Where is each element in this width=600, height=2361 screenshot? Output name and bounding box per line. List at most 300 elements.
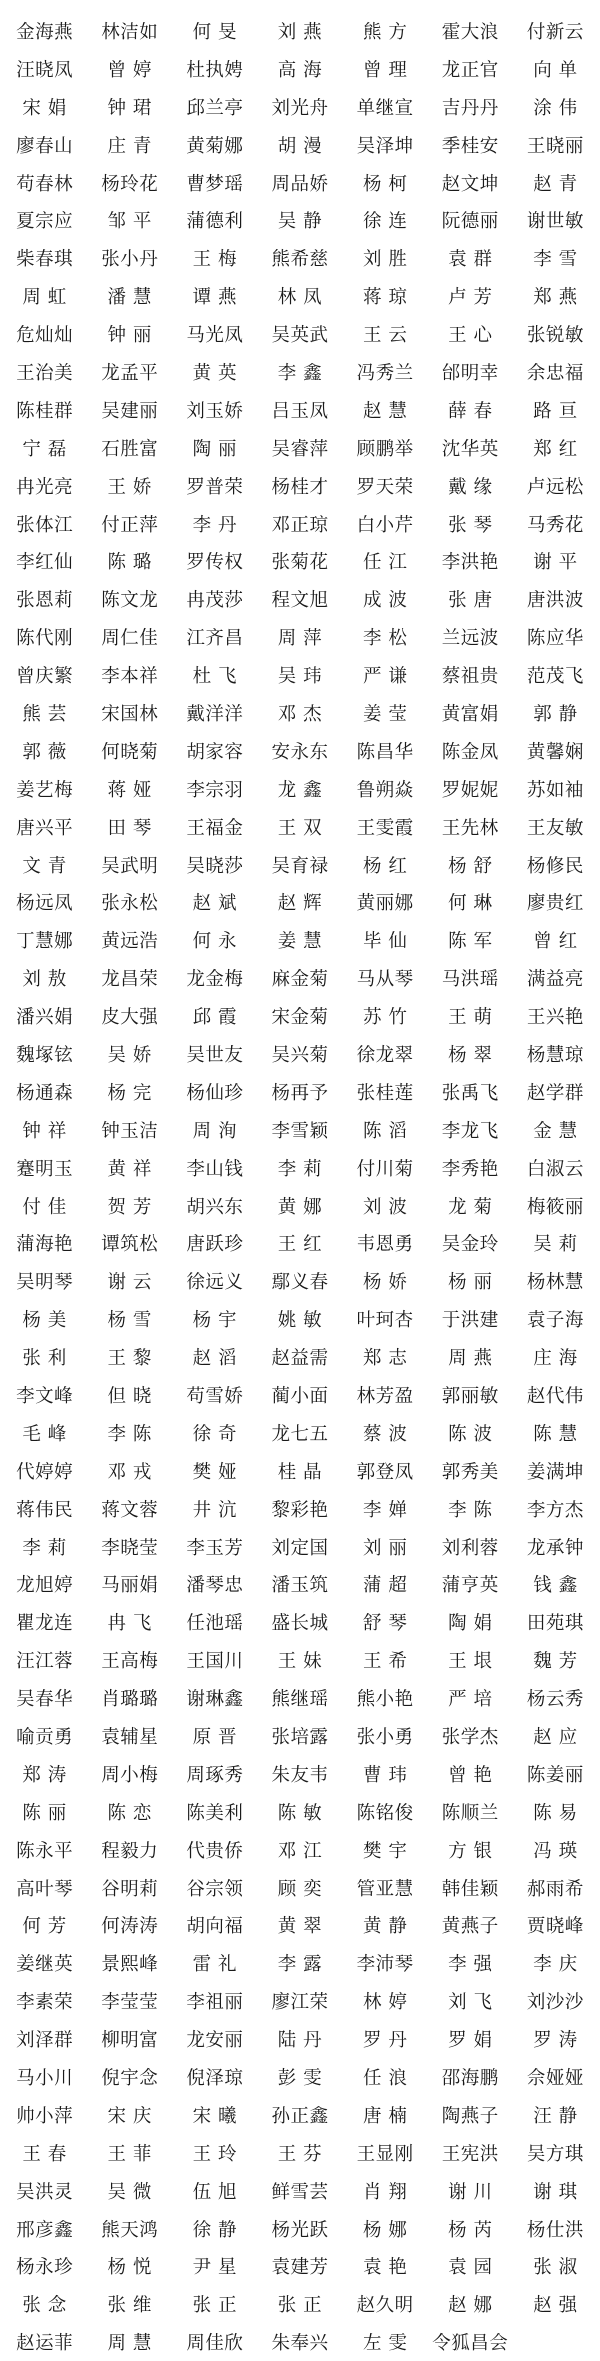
name-entry: 盛长城 xyxy=(271,1613,329,1635)
name-entry: 王 红 xyxy=(277,1234,323,1256)
name-entry: 杨 娇 xyxy=(362,1272,408,1294)
name-entry: 樊 娅 xyxy=(192,1461,238,1483)
name-entry: 林芳盈 xyxy=(356,1386,414,1407)
name-entry: 王 芬 xyxy=(277,2143,323,2165)
name-entry: 邱兰亭 xyxy=(186,97,244,119)
name-entry: 陈代刚 xyxy=(16,628,74,650)
name-entry: 徐 静 xyxy=(192,2219,238,2241)
name-entry: 杨 红 xyxy=(362,855,408,877)
name-entry: 陈 敏 xyxy=(277,1802,323,1824)
name-entry: 李 庆 xyxy=(533,1954,578,1976)
name-entry: 赵运菲 xyxy=(16,2333,74,2355)
name-entry: 谢 云 xyxy=(107,1272,152,1294)
name-entry: 冉 飞 xyxy=(107,1613,152,1635)
name-entry: 麻金菊 xyxy=(271,969,329,991)
name-entry: 马小川 xyxy=(16,2068,74,2090)
name-entry: 王 梅 xyxy=(192,249,238,271)
name-entry: 王先林 xyxy=(441,817,499,839)
name-entry: 周琢秀 xyxy=(186,1764,244,1786)
name-entry: 李 雪 xyxy=(533,249,578,271)
name-entry: 廖贵红 xyxy=(526,893,584,915)
name-entry: 孙正鑫 xyxy=(271,2105,329,2127)
name-entry: 范茂飞 xyxy=(526,666,584,688)
name-entry: 杨 芮 xyxy=(448,2219,493,2241)
name-entry: 龙 鑫 xyxy=(277,779,323,801)
name-entry: 任 江 xyxy=(362,552,408,574)
name-entry: 谢 平 xyxy=(533,552,578,574)
name-entry: 汪 静 xyxy=(533,2105,578,2127)
name-entry: 郑 涛 xyxy=(22,1764,67,1786)
name-entry: 张禹飞 xyxy=(441,1082,499,1104)
name-entry: 唐跃珍 xyxy=(186,1234,244,1256)
name-entry: 周品娇 xyxy=(271,173,329,195)
name-entry: 马丽娟 xyxy=(101,1575,159,1597)
name-entry: 文 青 xyxy=(22,855,67,877)
name-entry: 钟 祥 xyxy=(22,1120,67,1142)
name-entry: 徐龙翠 xyxy=(356,1044,414,1066)
name-entry: 陈铭俊 xyxy=(356,1802,414,1824)
name-entry: 王国川 xyxy=(186,1651,244,1673)
name-entry: 满益亮 xyxy=(526,969,584,991)
name-entry: 熊小艳 xyxy=(356,1689,414,1711)
name-entry: 苟春林 xyxy=(16,173,74,195)
name-entry: 顾 奕 xyxy=(277,1878,323,1900)
name-entry: 王 心 xyxy=(448,325,493,347)
name-entry: 李 丹 xyxy=(192,514,238,536)
name-entry: 谢 琪 xyxy=(533,2181,578,2203)
name-entry: 代贵侨 xyxy=(186,1840,244,1862)
name-entry: 张 淑 xyxy=(533,2257,578,2279)
name-entry: 戴 缘 xyxy=(448,476,493,498)
name-entry: 白淑云 xyxy=(526,1158,584,1180)
name-entry: 伍 旭 xyxy=(192,2181,238,2203)
name-entry: 白小芹 xyxy=(356,514,414,536)
name-entry: 朱奉兴 xyxy=(271,2333,329,2355)
name-entry: 吴兴菊 xyxy=(271,1044,329,1066)
name-entry: 李 鑫 xyxy=(277,362,323,384)
name-entry: 王 云 xyxy=(362,325,408,347)
name-grid xyxy=(2,12,598,2361)
name-entry: 刘 飞 xyxy=(448,1992,493,2014)
name-entry: 吴春华 xyxy=(16,1689,74,1711)
name-entry: 罗普荣 xyxy=(186,476,244,498)
name-entry: 王高梅 xyxy=(101,1651,159,1673)
name-entry: 袁 园 xyxy=(448,2257,493,2279)
name-entry: 瞿龙连 xyxy=(16,1613,74,1635)
name-entry: 杜 飞 xyxy=(192,666,238,688)
name-entry: 吕玉凤 xyxy=(271,400,329,422)
name-entry: 马洪瑶 xyxy=(441,969,499,991)
name-entry: 宋 庆 xyxy=(107,2105,152,2127)
name-entry: 罗传权 xyxy=(186,552,244,574)
name-entry: 宋国林 xyxy=(101,703,159,725)
name-entry: 杨光跃 xyxy=(271,2219,329,2241)
name-entry: 阮德丽 xyxy=(441,211,499,233)
name-entry: 曹梦瑶 xyxy=(186,173,244,195)
name-entry: 戴洋洋 xyxy=(186,703,244,725)
name-entry: 龙正官 xyxy=(441,59,499,81)
name-entry: 刘 胜 xyxy=(362,249,408,271)
name-entry: 谭筑松 xyxy=(101,1234,159,1256)
name-entry: 左 雯 xyxy=(362,2333,408,2355)
name-entry: 贺 芳 xyxy=(107,1196,152,1218)
name-entry: 王 双 xyxy=(277,817,323,839)
name-entry: 王显刚 xyxy=(356,2143,414,2165)
name-entry: 周 萍 xyxy=(277,628,323,650)
name-entry: 王 妹 xyxy=(277,1651,323,1673)
name-entry: 王 萌 xyxy=(448,1007,493,1029)
name-entry: 魏塚铉 xyxy=(16,1044,74,1066)
name-entry: 桂 晶 xyxy=(277,1461,323,1483)
name-entry: 罗 丹 xyxy=(362,2030,408,2052)
name-entry: 杨仙珍 xyxy=(186,1082,244,1104)
name-entry: 吴武明 xyxy=(101,855,159,877)
name-entry: 李祖丽 xyxy=(186,1992,244,2014)
name-entry: 路 亘 xyxy=(533,400,578,422)
name-entry: 严 培 xyxy=(448,1689,493,1711)
name-entry: 李 莉 xyxy=(277,1158,323,1180)
name-entry: 黄 祥 xyxy=(107,1158,152,1180)
name-entry: 郑 燕 xyxy=(533,287,578,309)
name-entry: 陶燕子 xyxy=(441,2105,499,2127)
name-entry: 贾晓峰 xyxy=(526,1916,584,1938)
name-entry: 刘 波 xyxy=(362,1196,408,1218)
name-entry: 赵文坤 xyxy=(441,173,499,195)
name-entry: 张 正 xyxy=(277,2295,323,2317)
name-entry: 周佳欣 xyxy=(186,2333,244,2355)
name-entry: 宋 曦 xyxy=(192,2105,238,2127)
name-entry: 倪宇念 xyxy=(101,2068,159,2090)
name-entry: 陈永平 xyxy=(16,1840,74,1862)
name-entry: 付 佳 xyxy=(22,1196,67,1218)
name-entry: 苟雪娇 xyxy=(186,1386,244,1407)
name-entry: 王雯霞 xyxy=(356,817,414,839)
name-entry: 胡兴东 xyxy=(186,1196,244,1218)
name-entry: 田 琴 xyxy=(107,817,152,839)
name-entry: 刘利蓉 xyxy=(441,1537,499,1559)
name-entry: 吴育禄 xyxy=(271,855,329,877)
name-entry: 吴方琪 xyxy=(526,2143,584,2165)
name-entry: 张小勇 xyxy=(356,1727,414,1749)
name-entry: 唐 楠 xyxy=(362,2105,408,2127)
name-entry: 管亚慧 xyxy=(356,1878,414,1900)
name-entry: 曾 婷 xyxy=(107,59,152,81)
name-entry: 何涛涛 xyxy=(101,1916,159,1938)
name-entry: 钟 丽 xyxy=(107,325,152,347)
name-entry: 杨永珍 xyxy=(16,2257,74,2279)
name-entry: 李洪艳 xyxy=(441,552,499,574)
name-entry: 钟 珺 xyxy=(107,97,152,119)
name-entry: 陈顺兰 xyxy=(441,1802,499,1824)
name-entry: 陈桂群 xyxy=(16,400,74,422)
name-entry: 胡 漫 xyxy=(277,135,323,157)
name-entry: 潘 慧 xyxy=(107,287,152,309)
name-entry: 蒲亨英 xyxy=(441,1575,499,1597)
name-entry: 杨林慧 xyxy=(526,1272,584,1294)
name-entry: 程毅力 xyxy=(101,1840,159,1862)
name-entry: 何 旻 xyxy=(192,21,238,43)
name-entry: 吴洪灵 xyxy=(16,2181,74,2203)
name-entry: 周仁佳 xyxy=(101,628,159,650)
name-entry: 陶 丽 xyxy=(192,438,238,460)
name-entry: 高叶琴 xyxy=(16,1878,74,1900)
name-entry: 李本祥 xyxy=(101,666,159,688)
name-entry: 李 陈 xyxy=(107,1423,152,1445)
name-entry: 余忠福 xyxy=(526,362,584,384)
name-entry: 杨 完 xyxy=(107,1082,152,1104)
name-entry: 汪江蓉 xyxy=(16,1651,74,1673)
name-entry: 周 燕 xyxy=(448,1348,493,1370)
name-entry: 李秀艳 xyxy=(441,1158,499,1180)
name-entry: 黎彩艳 xyxy=(271,1499,329,1521)
name-entry: 周 虹 xyxy=(22,287,67,309)
name-entry: 宁 磊 xyxy=(22,438,67,460)
name-entry: 王宪洪 xyxy=(441,2143,499,2165)
name-entry: 韩佳颖 xyxy=(441,1878,499,1900)
name-entry: 刘 丽 xyxy=(362,1537,408,1559)
name-entry: 宋金菊 xyxy=(271,1007,329,1029)
name-entry: 邵海鹏 xyxy=(441,2068,499,2090)
name-entry: 刘沙沙 xyxy=(526,1992,584,2014)
name-entry: 袁建芳 xyxy=(271,2257,329,2279)
name-entry: 林 凤 xyxy=(277,287,323,309)
name-entry: 李方杰 xyxy=(526,1499,584,1521)
name-entry: 杨 娜 xyxy=(362,2219,408,2241)
name-entry: 张学杰 xyxy=(441,1727,499,1749)
name-entry: 邓 戎 xyxy=(107,1461,152,1483)
name-entry: 陈 军 xyxy=(448,931,493,953)
name-entry: 龙金梅 xyxy=(186,969,244,991)
name-entry: 龙旭婷 xyxy=(16,1575,74,1597)
name-entry: 谢世敏 xyxy=(526,211,584,233)
name-entry: 安永东 xyxy=(271,741,329,763)
name-entry: 罗妮妮 xyxy=(441,779,499,801)
name-entry: 郭 薇 xyxy=(22,741,67,763)
name-entry: 张体江 xyxy=(16,514,74,536)
name-entry: 罗 娟 xyxy=(448,2030,493,2052)
name-entry: 李玉芳 xyxy=(186,1537,244,1559)
name-entry: 蒋文蓉 xyxy=(101,1499,159,1521)
name-entry: 程文旭 xyxy=(271,590,329,612)
name-entry: 袁辅星 xyxy=(101,1727,159,1749)
name-entry: 皮大强 xyxy=(101,1007,159,1029)
name-entry: 陈金凤 xyxy=(441,741,499,763)
name-entry: 熊 芸 xyxy=(22,703,67,725)
name-entry: 吉丹丹 xyxy=(441,97,499,119)
name-entry: 付川菊 xyxy=(356,1158,414,1180)
name-entry: 江齐昌 xyxy=(186,628,244,650)
name-entry: 黄燕子 xyxy=(441,1916,499,1938)
name-entry: 景熙峰 xyxy=(101,1954,159,1976)
name-entry: 郭丽敏 xyxy=(441,1386,499,1407)
name-entry: 黄丽娜 xyxy=(356,893,414,915)
name-entry: 吴 娇 xyxy=(107,1044,152,1066)
name-entry: 赵 斌 xyxy=(192,893,238,915)
name-entry: 宋 娟 xyxy=(22,97,67,119)
name-entry: 鲜雪芸 xyxy=(271,2181,329,2203)
name-entry: 邢彦鑫 xyxy=(16,2219,74,2241)
name-entry: 冉茂莎 xyxy=(186,590,244,612)
name-entry: 潘玉筑 xyxy=(271,1575,329,1597)
name-entry: 郑 红 xyxy=(533,438,578,460)
name-entry: 熊天鸿 xyxy=(101,2219,159,2241)
name-entry: 马光凤 xyxy=(186,325,244,347)
name-entry: 黄 翠 xyxy=(277,1916,323,1938)
name-entry: 严 谦 xyxy=(362,666,408,688)
name-entry: 王兴艳 xyxy=(526,1007,584,1029)
name-entry: 李山钱 xyxy=(186,1158,244,1180)
name-entry: 成 波 xyxy=(362,590,408,612)
name-entry: 王 春 xyxy=(22,2143,67,2165)
name-entry: 张 维 xyxy=(107,2295,152,2317)
name-entry: 任池瑶 xyxy=(186,1613,244,1635)
name-entry: 季桂安 xyxy=(441,135,499,157)
name-entry: 倪泽琼 xyxy=(186,2068,244,2090)
name-entry: 张 正 xyxy=(192,2295,238,2317)
name-entry: 王 玲 xyxy=(192,2143,238,2165)
name-entry: 方 银 xyxy=(448,1840,493,1862)
name-entry: 曾 理 xyxy=(362,59,408,81)
name-entry: 张 利 xyxy=(22,1348,67,1370)
name-entry: 熊继瑶 xyxy=(271,1689,329,1711)
name-entry: 郝雨希 xyxy=(526,1878,584,1900)
name-entry: 夏宗应 xyxy=(16,211,74,233)
name-entry: 刘 燕 xyxy=(277,21,323,43)
name-entry: 肖 翔 xyxy=(362,2181,408,2203)
name-entry: 李 松 xyxy=(362,628,408,650)
name-entry: 柴春琪 xyxy=(16,249,74,271)
name-entry: 王 菲 xyxy=(107,2143,152,2165)
name-entry: 何晓菊 xyxy=(101,741,159,763)
name-entry: 郭登凤 xyxy=(356,1461,414,1483)
name-entry: 王福金 xyxy=(186,817,244,839)
name-entry: 赵 青 xyxy=(533,173,578,195)
name-entry: 金海燕 xyxy=(16,21,74,43)
name-entry: 冉光亮 xyxy=(16,476,74,498)
name-entry: 张培露 xyxy=(271,1727,329,1749)
name-entry: 尹 星 xyxy=(192,2257,238,2279)
name-entry: 龙孟平 xyxy=(101,362,159,384)
name-entry: 徐远义 xyxy=(186,1272,244,1294)
name-entry: 佘娅娅 xyxy=(526,2068,584,2090)
name-entry: 杨云秀 xyxy=(526,1689,584,1711)
name-entry: 罗天荣 xyxy=(356,476,414,498)
name-entry: 杨再予 xyxy=(271,1082,329,1104)
name-entry: 李 莉 xyxy=(22,1537,67,1559)
name-entry: 陈 恋 xyxy=(107,1802,152,1824)
name-entry: 陈 丽 xyxy=(22,1802,67,1824)
name-entry: 毛 峰 xyxy=(22,1423,67,1445)
name-entry: 蒋 琼 xyxy=(362,287,408,309)
name-entry: 杨 悦 xyxy=(107,2257,152,2279)
name-entry: 梅筱丽 xyxy=(526,1196,584,1218)
name-entry: 姜艺梅 xyxy=(16,779,74,801)
name-entry: 吴世友 xyxy=(186,1044,244,1066)
name-entry: 李宗羽 xyxy=(186,779,244,801)
name-entry: 蒲海艳 xyxy=(16,1234,74,1256)
name-entry: 黄菊娜 xyxy=(186,135,244,157)
name-entry: 熊希慈 xyxy=(271,249,329,271)
name-entry: 苏 竹 xyxy=(362,1007,408,1029)
name-entry: 但 晓 xyxy=(107,1386,152,1407)
name-entry: 吴 微 xyxy=(107,2181,152,2203)
name-entry: 龙安丽 xyxy=(186,2030,244,2052)
name-entry: 喻贡勇 xyxy=(16,1727,74,1749)
name-entry: 袁 艳 xyxy=(362,2257,408,2279)
name-entry: 冯 瑛 xyxy=(533,1840,578,1862)
name-entry: 钱 鑫 xyxy=(533,1575,578,1597)
name-entry: 潘琴忠 xyxy=(186,1575,244,1597)
name-entry: 钟玉洁 xyxy=(101,1120,159,1142)
name-entry: 石胜富 xyxy=(101,438,159,460)
name-entry: 付正萍 xyxy=(101,514,159,536)
name-entry: 李 露 xyxy=(277,1954,323,1976)
name-entry: 何 琳 xyxy=(448,893,493,915)
name-entry: 谢琳鑫 xyxy=(186,1689,244,1711)
name-entry: 陆 丹 xyxy=(277,2030,323,2052)
name-entry: 赵 辉 xyxy=(277,893,323,915)
name-entry: 舒 琴 xyxy=(362,1613,408,1635)
name-entry: 赵益需 xyxy=(271,1348,329,1370)
name-entry: 李沛琴 xyxy=(356,1954,414,1976)
name-entry: 任 浪 xyxy=(362,2068,408,2090)
name-entry: 赵 应 xyxy=(533,1727,578,1749)
name-entry: 金 慧 xyxy=(533,1120,578,1142)
name-entry: 谷宗领 xyxy=(186,1878,244,1900)
name-entry: 郭秀美 xyxy=(441,1461,499,1483)
name-entry: 杨 丽 xyxy=(448,1272,493,1294)
name-entry: 李晓莹 xyxy=(101,1537,159,1559)
name-entry: 杨 舒 xyxy=(448,855,493,877)
name-entry: 陈姜丽 xyxy=(526,1764,584,1786)
name-entry: 姜 莹 xyxy=(362,703,408,725)
name-entry: 李素荣 xyxy=(16,1992,74,2014)
name-entry: 陈 滔 xyxy=(362,1120,408,1142)
name-entry: 袁子海 xyxy=(526,1310,584,1332)
name-entry: 危灿灿 xyxy=(16,325,74,347)
name-entry: 付新云 xyxy=(526,21,584,43)
name-entry: 韦恩勇 xyxy=(356,1234,414,1256)
name-entry: 李 陈 xyxy=(448,1499,493,1521)
name-entry: 王治美 xyxy=(16,362,74,384)
name-entry: 张永松 xyxy=(101,893,159,915)
name-entry: 李龙飞 xyxy=(441,1120,499,1142)
name-entry: 顾鹏举 xyxy=(356,438,414,460)
name-entry: 唐兴平 xyxy=(16,817,74,839)
name-entry: 谭 燕 xyxy=(192,287,238,309)
name-entry: 丁慧娜 xyxy=(16,931,74,953)
name-entry: 黄 英 xyxy=(192,362,238,384)
name-entry: 向 单 xyxy=(533,59,578,81)
name-entry: 郭 静 xyxy=(533,703,578,725)
name-entry: 曾 红 xyxy=(533,931,578,953)
name-entry: 杨桂才 xyxy=(271,476,329,498)
name-entry: 陈美利 xyxy=(186,1802,244,1824)
name-entry: 刘泽群 xyxy=(16,2030,74,2052)
name-entry: 薛 春 xyxy=(448,400,493,422)
name-entry: 王 垠 xyxy=(448,1651,493,1673)
name-entry: 杜执娉 xyxy=(186,59,244,81)
name-entry: 张 唐 xyxy=(448,590,493,612)
name-entry: 李文峰 xyxy=(16,1386,74,1407)
name-entry: 于洪建 xyxy=(441,1310,499,1332)
name-entry: 陈 易 xyxy=(533,1802,578,1824)
name-entry: 曹 玮 xyxy=(362,1764,408,1786)
name-entry: 赵 慧 xyxy=(362,400,408,422)
name-entry: 王 娇 xyxy=(107,476,152,498)
name-entry: 林洁如 xyxy=(101,21,159,43)
name-entry: 陈 慧 xyxy=(533,1423,578,1445)
